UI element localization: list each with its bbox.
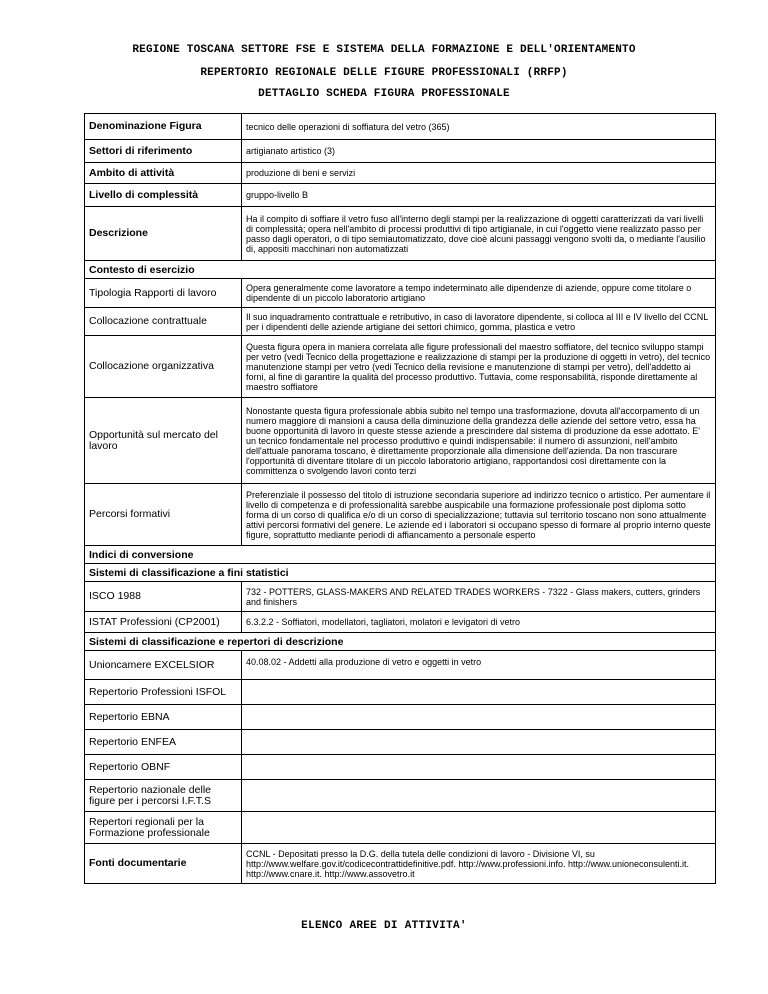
label-organizzativa: Collocazione organizzativa [85, 336, 242, 398]
label-settori: Settori di riferimento [85, 140, 242, 163]
row-ebna [85, 705, 716, 730]
value-contrattuale: Il suo inquadramento contrattuale e retributivo, in caso di lavoratore dipendente, si colloca al III e IV livello del CCNL per i dipendenti delle aziende artigiane dei settori chimico, gomma, plastica e vetro [242, 308, 716, 336]
section-repertori [85, 633, 716, 651]
section-title-contesto: Contesto di esercizio [85, 261, 716, 279]
row-obnf [85, 755, 716, 780]
row-isfol [85, 680, 716, 705]
section-title-indici: Indici di conversione [85, 546, 716, 564]
header-line-1: REGIONE TOSCANA SETTORE FSE E SISTEMA DELLA FORMAZIONE E DELL'ORIENTAMENTO [132, 44, 636, 56]
label-livello: Livello di complessità [85, 184, 242, 207]
section-title-repertori: Sistemi di classificazione e repertori di descrizione [85, 633, 716, 651]
label-tipologia: Tipologia Rapporti di lavoro [85, 279, 242, 308]
value-isco: 732 - POTTERS, GLASS-MAKERS AND RELATED TRADES WORKERS - 7322 - Glass makers, cutters, grinders and finishers [242, 582, 716, 612]
row-isco [85, 582, 716, 612]
value-livello: gruppo-livello B [242, 184, 716, 207]
row-enfea [85, 730, 716, 755]
value-denominazione: tecnico delle operazioni di soffiatura del vetro (365) [242, 114, 716, 140]
value-ebna [242, 705, 716, 730]
label-enfea: Repertorio ENFEA [85, 730, 242, 755]
label-regionali: Repertori regionali per la Formazione professionale [85, 812, 242, 844]
label-isfol: Repertorio Professioni ISFOL [85, 680, 242, 705]
value-enfea [242, 730, 716, 755]
header-line-3: DETTAGLIO SCHEDA FIGURA PROFESSIONALE [258, 88, 510, 100]
row-tipologia [85, 279, 716, 308]
label-excelsior: Unioncamere EXCELSIOR [85, 651, 242, 680]
value-opportunita: Nonostante questa figura professionale abbia subito nel tempo una trasformazione, dovuta all'accorpamento di un numero maggiore di mansioni a causa della diminuzione della grandezza delle aziende del settore vetro, essa ha buone opportunità di lavoro in queste stesse aziende a prescindere dal sistema di produzione da esse adottato. E' un tecnico fondamentale nel processo produttivo e quindi indispensabile: il numero di assunzioni, nell'ambito dell'attuale panorama toscano, è direttamente proporzionale alla dimensione dell'azienda. Da non trascurare l'opportunità di diventare titolare di un piccolo laboratorio artigiano, rapportandosi così direttamente con la committenza o svolgendo lavori conto terzi [242, 398, 716, 484]
label-ambito: Ambito di attività [85, 163, 242, 184]
value-fonti: CCNL - Depositati presso la D.G. della tutela delle condizioni di lavoro - Divisione VI, su http://www.welfare.gov.it/codicecontrattidefinitive.pdf. http://www.professioni.info. http://www.unioneconsulenti.it. http://www.cnare.it. http://www.assovetro.it [242, 844, 716, 884]
label-fonti: Fonti documentarie [85, 844, 242, 884]
section-indici [85, 546, 716, 564]
label-ebna: Repertorio EBNA [85, 705, 242, 730]
value-percorsi: Preferenziale il possesso del titolo di istruzione secondaria superiore ad indirizzo tecnico o artistico. Per aumentare il livello di competenza e di professionalità sarebbe auspicabile una formazione professionale post diploma sotto forma di un corso di qualifica e/o di un corso di specializzazione; tuttavia sul territorio toscano non sono attualmente attivi percorsi formativi del genere. Le aziende ed i laboratori si occupano spesso di formare al proprio interno queste figure, soprattutto mediante periodi di affiancamento a personale esperto [242, 484, 716, 546]
label-denominazione: Denominazione Figura [85, 114, 242, 140]
value-regionali [242, 812, 716, 844]
label-isco: ISCO 1988 [85, 582, 242, 612]
value-istat: 6.3.2.2 - Soffiatori, modellatori, tagliatori, molatori e levigatori di vetro [242, 612, 716, 633]
row-descrizione [85, 207, 716, 261]
label-contrattuale: Collocazione contrattuale [85, 308, 242, 336]
value-isfol [242, 680, 716, 705]
value-obnf [242, 755, 716, 780]
row-opportunita [85, 398, 716, 484]
row-denominazione [85, 114, 716, 140]
value-descrizione: Ha il compito di soffiare il vetro fuso all'interno degli stampi per la realizzazione di oggetti caratterizzati da vari livelli di complessità; opera nell'ambito di processi produttivi di tipo artigianale, in cui l'oggetto viene realizzato passo per passo dagli operatori, o di tipo semiautomatizzato, dove cioè alcuni passaggi vengono svolti da, o mediante l'ausilio di, appositi macchinari non automatizzati [242, 207, 716, 261]
row-contrattuale [85, 308, 716, 336]
row-fonti [85, 844, 716, 884]
label-percorsi: Percorsi formativi [85, 484, 242, 546]
value-settori: artigianato artistico (3) [242, 140, 716, 163]
value-organizzativa: Questa figura opera in maniera correlata alle figure professionali del maestro soffiatore, del tecnico sviluppo stampi per vetro (vedi Tecnico della progettazione e realizzazione di stampi per la produzione di oggetti in vetro), del tecnico manutenzione stampi per vetro (vedi Tecnico della revisione e manutenzione di stampi per vetro), dell'addetto ai forni, al fine di garantire la qualità del processo produttivo. Tuttavia, come responsabilità, risponde direttamente al maestro soffiatore [242, 336, 716, 398]
section-contesto [85, 261, 716, 279]
header-line-2: REPERTORIO REGIONALE DELLE FIGURE PROFESSIONALI (RRFP) [200, 67, 568, 79]
footer-title: ELENCO AREE DI ATTIVITA' [301, 920, 467, 932]
row-organizzativa [85, 336, 716, 398]
label-ifts: Repertorio nazionale delle figure per i percorsi I.F.T.S [85, 780, 242, 812]
section-title-statistici: Sistemi di classificazione a fini statistici [85, 564, 716, 582]
value-tipologia: Opera generalmente come lavoratore a tempo indeterminato alle dipendenze di aziende, oppure come titolare o dipendente di un piccolo laboratorio artigiano [242, 279, 716, 308]
row-regionali [85, 812, 716, 844]
row-livello [85, 184, 716, 207]
label-istat: ISTAT Professioni (CP2001) [85, 612, 242, 633]
scheda-table [84, 113, 716, 884]
label-obnf: Repertorio OBNF [85, 755, 242, 780]
row-ifts [85, 780, 716, 812]
row-percorsi [85, 484, 716, 546]
value-ambito: produzione di beni e servizi [242, 163, 716, 184]
row-excelsior [85, 651, 716, 680]
row-ambito [85, 163, 716, 184]
value-ifts [242, 780, 716, 812]
label-opportunita: Opportunità sul mercato del lavoro [85, 398, 242, 484]
row-settori [85, 140, 716, 163]
section-statistici [85, 564, 716, 582]
value-excelsior: 40.08.02 - Addetti alla produzione di vetro e oggetti in vetro [242, 651, 716, 680]
row-istat [85, 612, 716, 633]
label-descrizione: Descrizione [85, 207, 242, 261]
